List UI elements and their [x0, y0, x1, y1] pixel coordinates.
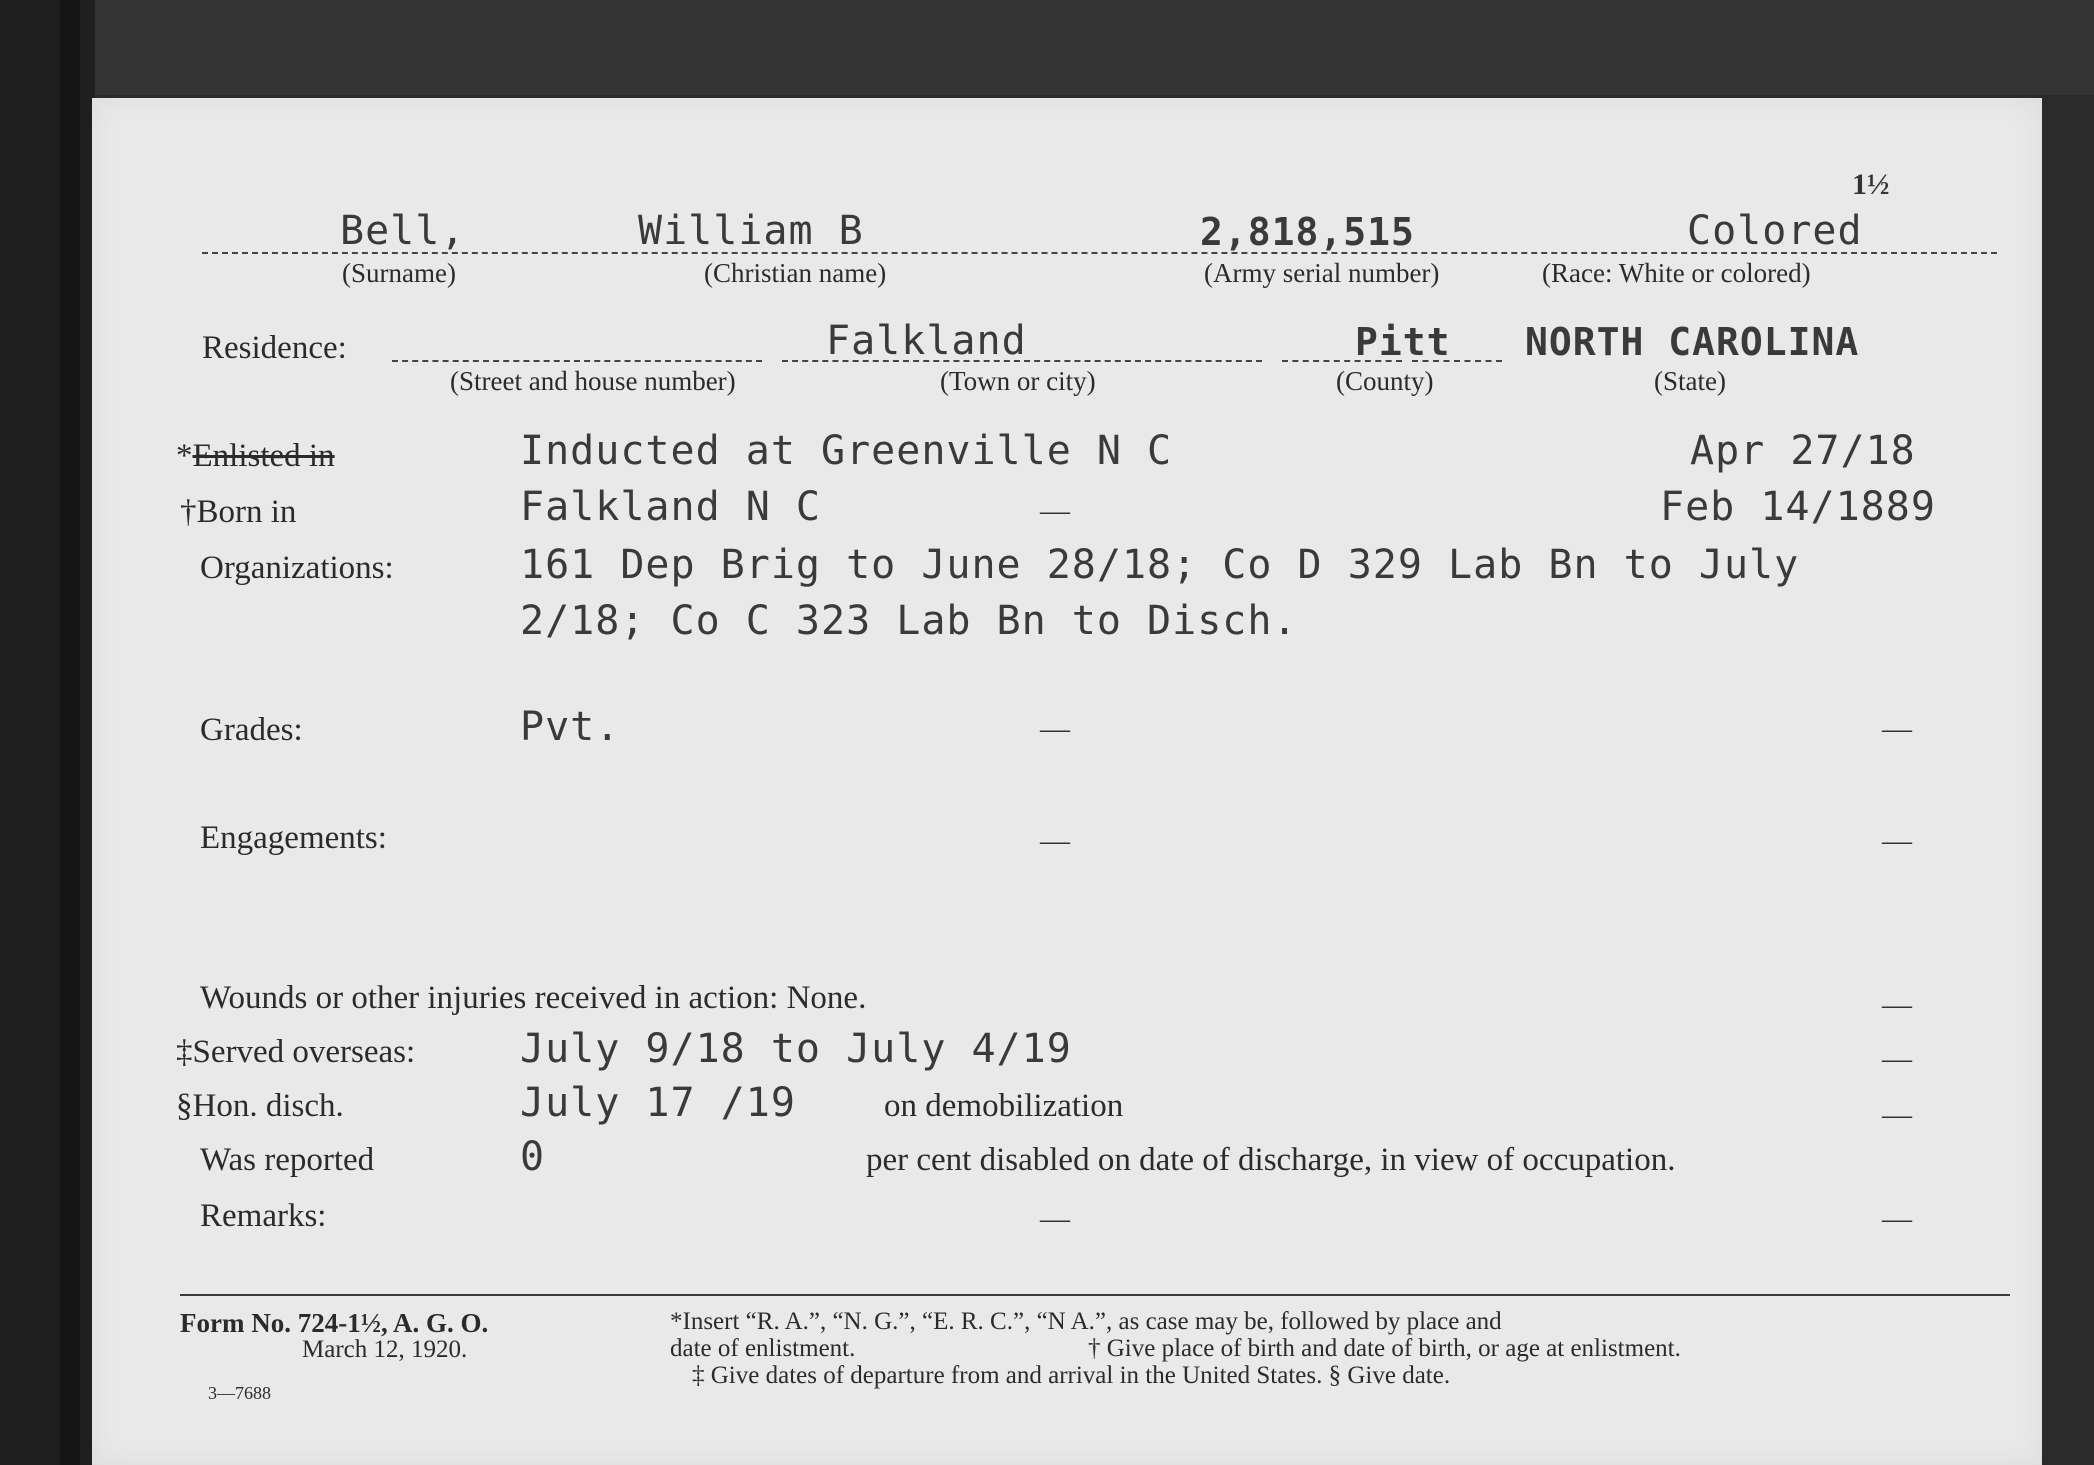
- discharge-marker: §: [176, 1088, 193, 1124]
- wounds-value: None.: [786, 980, 867, 1016]
- scan-background-top: [0, 0, 2094, 95]
- remarks-label: Remarks:: [200, 1198, 327, 1234]
- remarks-dash-2: —: [1882, 1202, 1912, 1235]
- enlisted-row-label: [176, 438, 335, 475]
- overseas-label: Served overseas:: [192, 1034, 416, 1070]
- overseas-value: July 9/18 to July 4/19: [520, 1026, 1072, 1072]
- race-value: Colored: [1687, 208, 1863, 254]
- organizations-line2: 2/18; Co C 323 Lab Bn to Disch.: [520, 598, 1298, 644]
- overseas-marker: ‡: [176, 1034, 193, 1070]
- born-date: Feb 14/1889: [1660, 484, 1936, 530]
- form-date: March 12, 1920.: [302, 1336, 468, 1363]
- service-record-card: [92, 98, 2042, 1465]
- born-label: Born in: [196, 494, 297, 530]
- enlisted-marker: *: [176, 438, 193, 474]
- residence-label: Residence:: [202, 330, 347, 366]
- grades-label: Grades:: [200, 712, 303, 748]
- engagements-label: Engagements:: [200, 820, 387, 856]
- reported-label: Was reported: [200, 1142, 375, 1178]
- town-label: (Town or city): [940, 366, 1096, 396]
- grades-dash-2: —: [1882, 712, 1912, 745]
- street-line: [392, 360, 762, 362]
- overseas-row-label: [176, 1034, 415, 1071]
- christian-name-value: William B: [638, 208, 864, 254]
- discharge-label: Hon. disch.: [192, 1088, 344, 1124]
- remarks-dash-1: —: [1040, 1202, 1070, 1235]
- scan-background-edge: [60, 0, 80, 1465]
- form-number: Form No. 724-1½, A. G. O.: [180, 1308, 489, 1338]
- state-label: (State): [1654, 366, 1726, 396]
- serial-number-label: (Army serial number): [1204, 258, 1440, 288]
- surname-value: Bell,: [340, 208, 466, 254]
- discharge-note: on demobilization: [884, 1088, 1124, 1124]
- footnote-1a: *Insert “R. A.”, “N. G.”, “E. R. C.”, “N A.”, as case may be, followed by place and: [670, 1308, 1502, 1335]
- grades-value: Pvt.: [520, 704, 621, 750]
- wounds-dash: —: [1882, 988, 1912, 1021]
- reported-value: 0: [520, 1134, 546, 1180]
- grades-dash-1: —: [1040, 712, 1070, 745]
- serial-number-value: 2,818,515: [1200, 210, 1415, 254]
- engagements-dash-2: —: [1882, 824, 1912, 857]
- organizations-line1: 161 Dep Brig to June 28/18; Co D 329 Lab Bn to July: [520, 542, 1800, 588]
- organizations-label: Organizations:: [200, 550, 394, 586]
- scan-background-left: [0, 0, 95, 1465]
- footnote-1b: date of enlistment.: [670, 1335, 856, 1362]
- enlisted-value: Inducted at Greenville N C: [520, 428, 1173, 474]
- race-label: (Race: White or colored): [1542, 258, 1811, 288]
- corner-mark: 1½: [1852, 168, 1890, 201]
- enlisted-date: Apr 27/18: [1690, 428, 1916, 474]
- discharge-dash: —: [1882, 1098, 1912, 1131]
- reported-text: per cent disabled on date of discharge, in view of occupation.: [866, 1142, 1676, 1178]
- born-dash: —: [1040, 494, 1070, 527]
- footnote-3: ‡ Give dates of departure from and arrival in the United States. § Give date.: [692, 1362, 1451, 1389]
- town-value: Falkland: [826, 318, 1027, 364]
- born-value: Falkland N C: [520, 484, 821, 530]
- footnote-2: † Give place of birth and date of birth, or age at enlistment.: [1088, 1335, 1681, 1362]
- wounds-row: [200, 980, 866, 1017]
- engagements-dash-1: —: [1040, 824, 1070, 857]
- state-value: NORTH CAROLINA: [1525, 320, 1860, 364]
- print-code: 3—7688: [208, 1383, 271, 1403]
- born-marker: †: [180, 494, 197, 530]
- overseas-dash: —: [1882, 1042, 1912, 1075]
- county-label: (County): [1336, 366, 1434, 396]
- enlisted-label: Enlisted in: [192, 438, 335, 474]
- footer-rule: [180, 1294, 2010, 1296]
- discharge-value: July 17 /19: [520, 1080, 796, 1126]
- surname-label: (Surname): [342, 258, 456, 288]
- street-label: (Street and house number): [450, 366, 736, 396]
- discharge-row-label: [176, 1088, 344, 1125]
- born-row-label: [180, 494, 296, 531]
- county-value: Pitt: [1355, 320, 1451, 364]
- wounds-label: Wounds or other injuries received in action:: [200, 980, 779, 1016]
- christian-name-label: (Christian name): [704, 258, 887, 288]
